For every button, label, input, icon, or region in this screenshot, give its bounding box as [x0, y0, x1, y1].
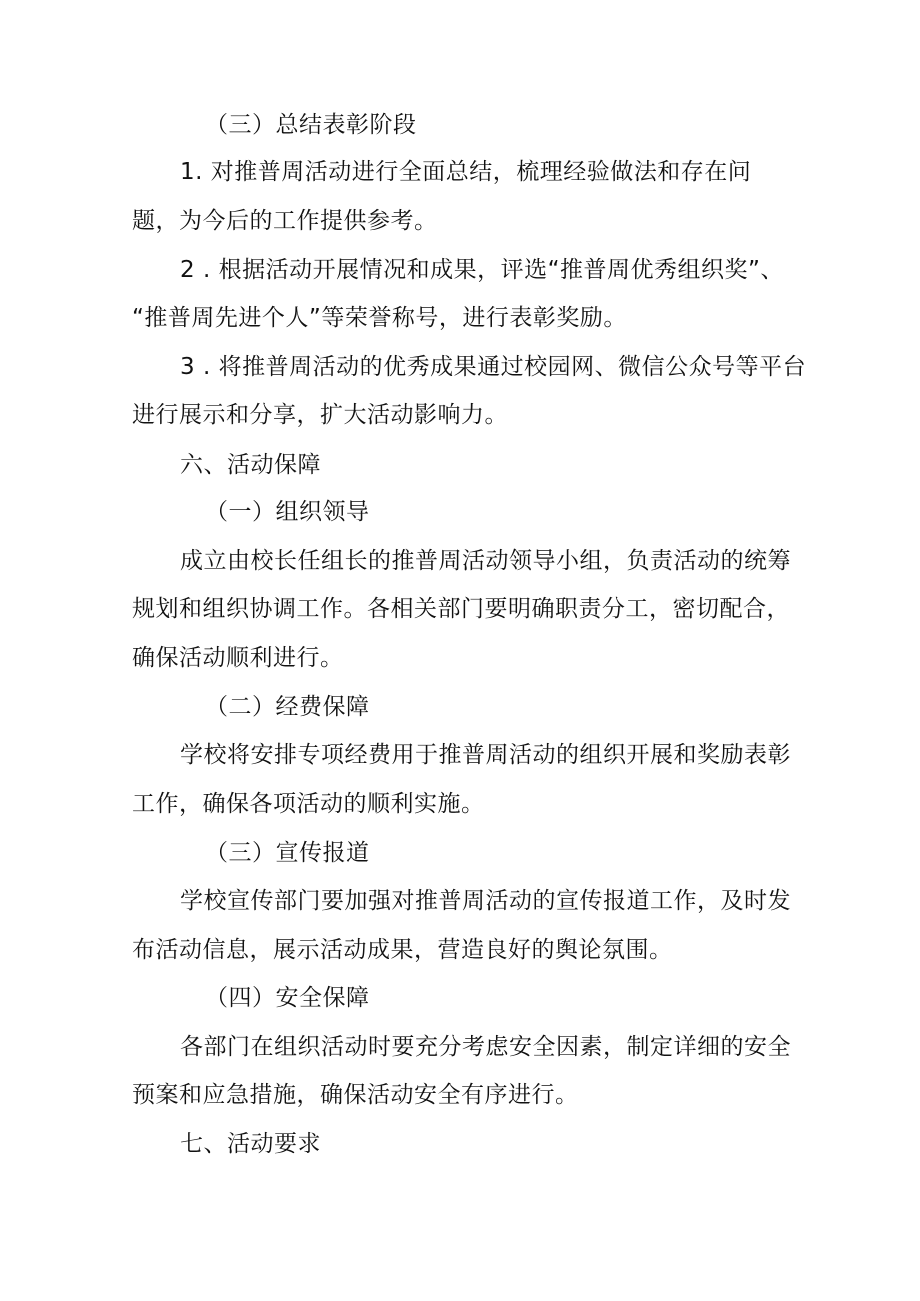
leadership-line-3: 确保活动顺利进行。: [132, 645, 344, 671]
safety-line-2: 预案和应急措施，确保活动安全有序进行。: [132, 1082, 579, 1108]
stage-item-3-line-2: 进行展示和分享，扩大活动影响力。: [132, 402, 508, 428]
stage-item-2-line-2: “推普周先进个人”等荣誉称号，进行表彰奖励。: [132, 305, 627, 331]
stage-item-1-line-2: 题，为今后的工作提供参考。: [132, 208, 438, 234]
stage-item-3-line-1: 3 . 将推普周活动的优秀成果通过校园网、微信公众号等平台: [180, 354, 807, 380]
funding-line-1: 学校将安排专项经费用于推普周活动的组织开展和奖励表彰: [180, 742, 791, 768]
publicity-line-2: 布活动信息，展示活动成果，营造良好的舆论氛围。: [132, 937, 673, 963]
leadership-heading: （一）组织领导: [205, 499, 370, 525]
publicity-heading: （三）宣传报道: [205, 840, 370, 866]
stage-item-1-line-1: 1. 对推普周活动进行全面总结，梳理经验做法和存在问: [180, 159, 752, 185]
safety-heading: （四）安全保障: [205, 985, 370, 1011]
stage-item-2-line-1: 2 . 根据活动开展情况和成果，评选“推普周优秀组织奖”、: [180, 257, 784, 283]
section-6-heading: 六、活动保障: [180, 452, 321, 478]
funding-heading: （二）经费保障: [205, 694, 370, 720]
leadership-line-2: 规划和组织协调工作。各相关部门要明确职责分工，密切配合，: [132, 596, 790, 622]
stage-heading: （三）总结表彰阶段: [205, 112, 417, 138]
section-7-heading: 七、活动要求: [180, 1131, 321, 1157]
leadership-line-1: 成立由校长任组长的推普周活动领导小组，负责活动的统筹: [180, 548, 791, 574]
safety-line-1: 各部门在组织活动时要充分考虑安全因素，制定详细的安全: [180, 1034, 791, 1060]
publicity-line-1: 学校宣传部门要加强对推普周活动的宣传报道工作，及时发: [180, 888, 791, 914]
funding-line-2: 工作，确保各项活动的顺利实施。: [132, 791, 485, 817]
